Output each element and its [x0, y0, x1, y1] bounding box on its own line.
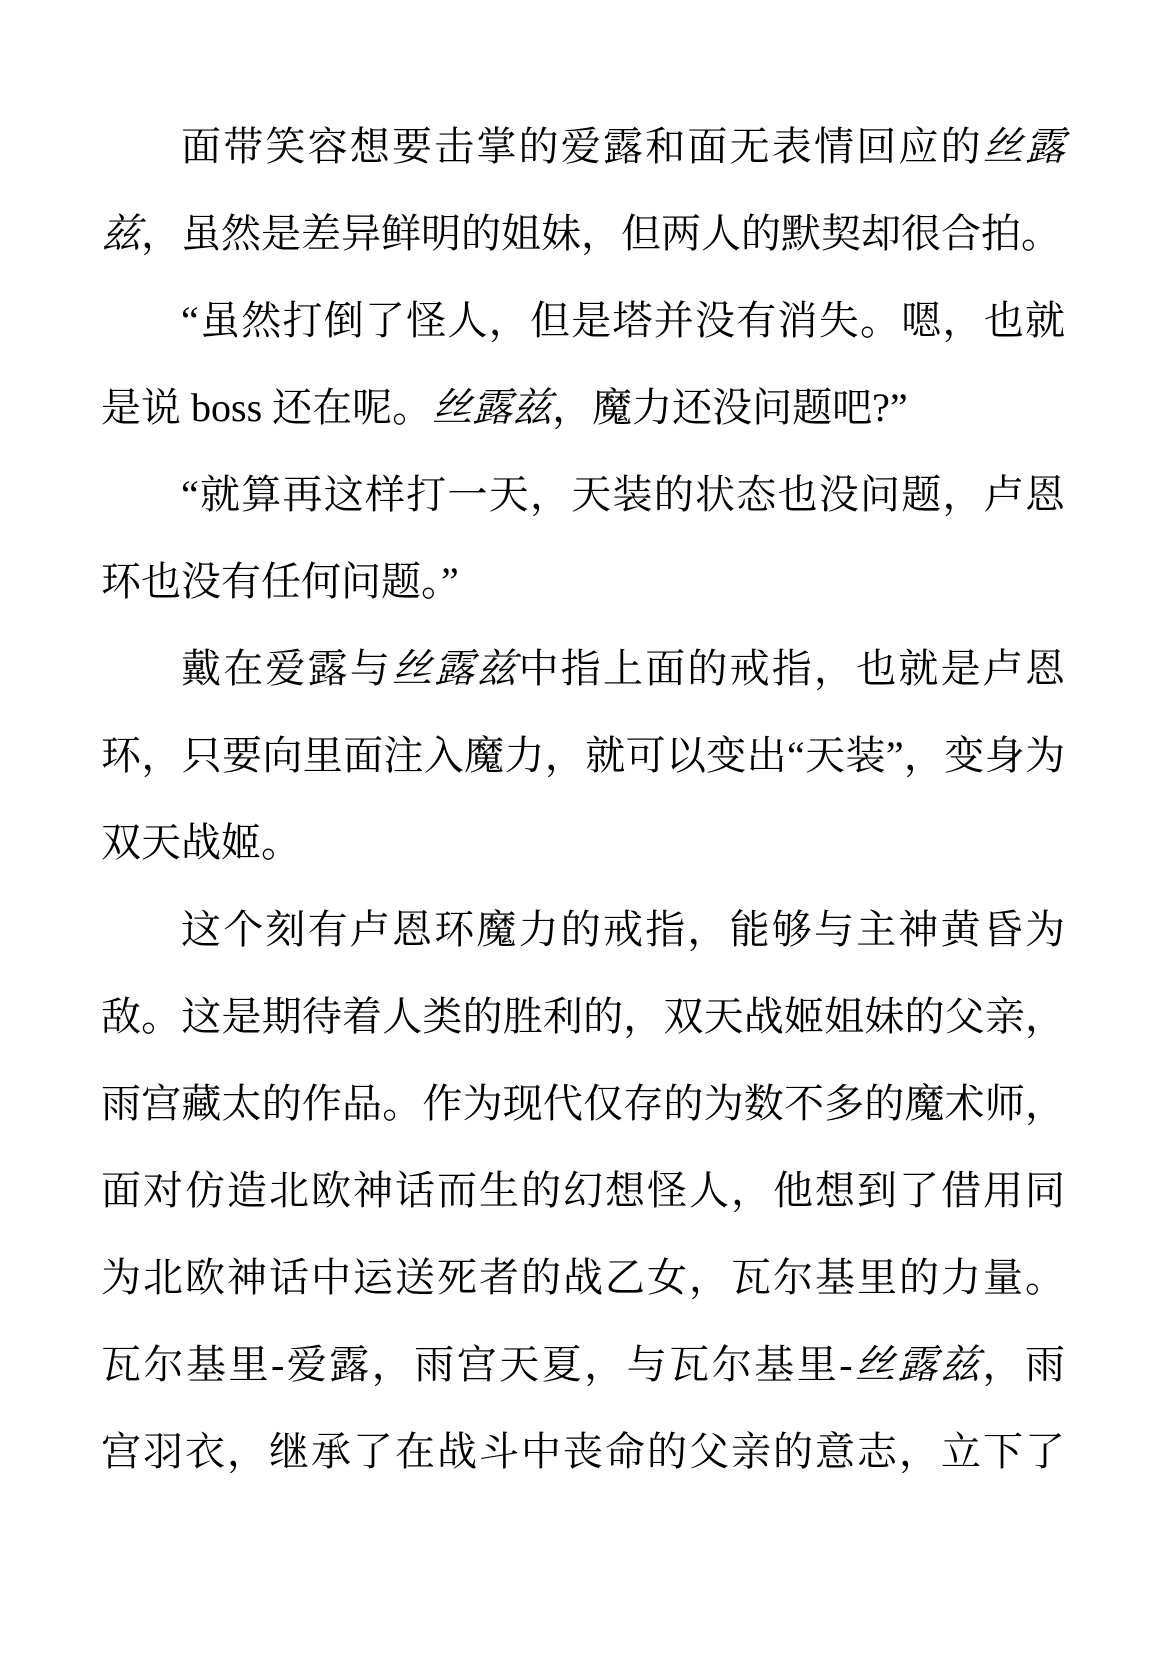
text-segment: ，魔力还没问题吧?” [552, 385, 908, 430]
text-segment: “就算再这样打一天，天装的状态也没问题，卢恩 [181, 472, 1065, 517]
text-line [101, 451, 1065, 538]
text-block [101, 103, 1065, 1495]
paragraph [101, 886, 1065, 1495]
text-segment: ，雨 [982, 1342, 1066, 1387]
character-name-italic: 兹 [101, 211, 141, 256]
text-segment: 是说 boss 还在呢。 [101, 385, 433, 430]
text-segment: 雨宫藏太的作品。作为现代仅存的为数不多的魔术师， [101, 1081, 1065, 1126]
text-line [101, 1060, 1065, 1147]
text-segment: 这个刻有卢恩环魔力的戒指，能够与主神黄昏为 [181, 907, 1065, 952]
paragraph [101, 625, 1065, 886]
text-line [101, 103, 1065, 190]
paragraph [101, 277, 1065, 451]
paragraph [101, 103, 1065, 277]
text-segment: “虽然打倒了怪人，但是塔并没有消失。嗯，也就 [181, 298, 1065, 343]
text-line [101, 1408, 1065, 1495]
text-segment: 双天战姬。 [101, 820, 301, 865]
text-segment: 戴在爱露与 [181, 646, 392, 691]
text-segment: 环也没有任何问题。” [101, 559, 459, 604]
paragraph [101, 451, 1065, 625]
character-name-italic: 丝露兹 [852, 1342, 983, 1387]
text-line [101, 190, 1065, 277]
text-line [101, 886, 1065, 973]
text-line [101, 712, 1065, 799]
text-segment: 中指上面的戒指，也就是卢恩 [518, 646, 1066, 691]
text-line [101, 277, 1065, 364]
text-segment: 宫羽衣，继承了在战斗中丧命的父亲的意志，立下了 [101, 1429, 1065, 1474]
text-line [101, 538, 1065, 625]
text-line [101, 1321, 1065, 1408]
text-segment: 为北欧神话中运送死者的战乙女，瓦尔基里的力量。 [101, 1255, 1065, 1300]
character-name-italic: 丝露兹 [392, 646, 519, 691]
text-line [101, 973, 1065, 1060]
text-segment: 面带笑容想要击掌的爱露和面无表情回应的 [181, 124, 983, 169]
text-segment: 瓦尔基里-爱露，雨宫天夏，与瓦尔基里- [101, 1342, 853, 1387]
text-line [101, 1147, 1065, 1234]
text-segment: 敌。这是期待着人类的胜利的，双天战姬姐妹的父亲， [101, 994, 1065, 1039]
character-name-italic: 丝露兹 [432, 385, 553, 430]
text-segment: ，虽然是差异鲜明的姐妹，但两人的默契却很合拍。 [141, 211, 1061, 256]
text-line [101, 364, 1065, 451]
text-segment: 环，只要向里面注入魔力，就可以变出“天装”，变身为 [101, 733, 1065, 778]
character-name-italic: 丝露 [982, 124, 1066, 169]
text-line [101, 1234, 1065, 1321]
text-line [101, 625, 1065, 712]
text-line [101, 799, 1065, 886]
text-segment: 面对仿造北欧神话而生的幻想怪人，他想到了借用同 [101, 1168, 1065, 1213]
